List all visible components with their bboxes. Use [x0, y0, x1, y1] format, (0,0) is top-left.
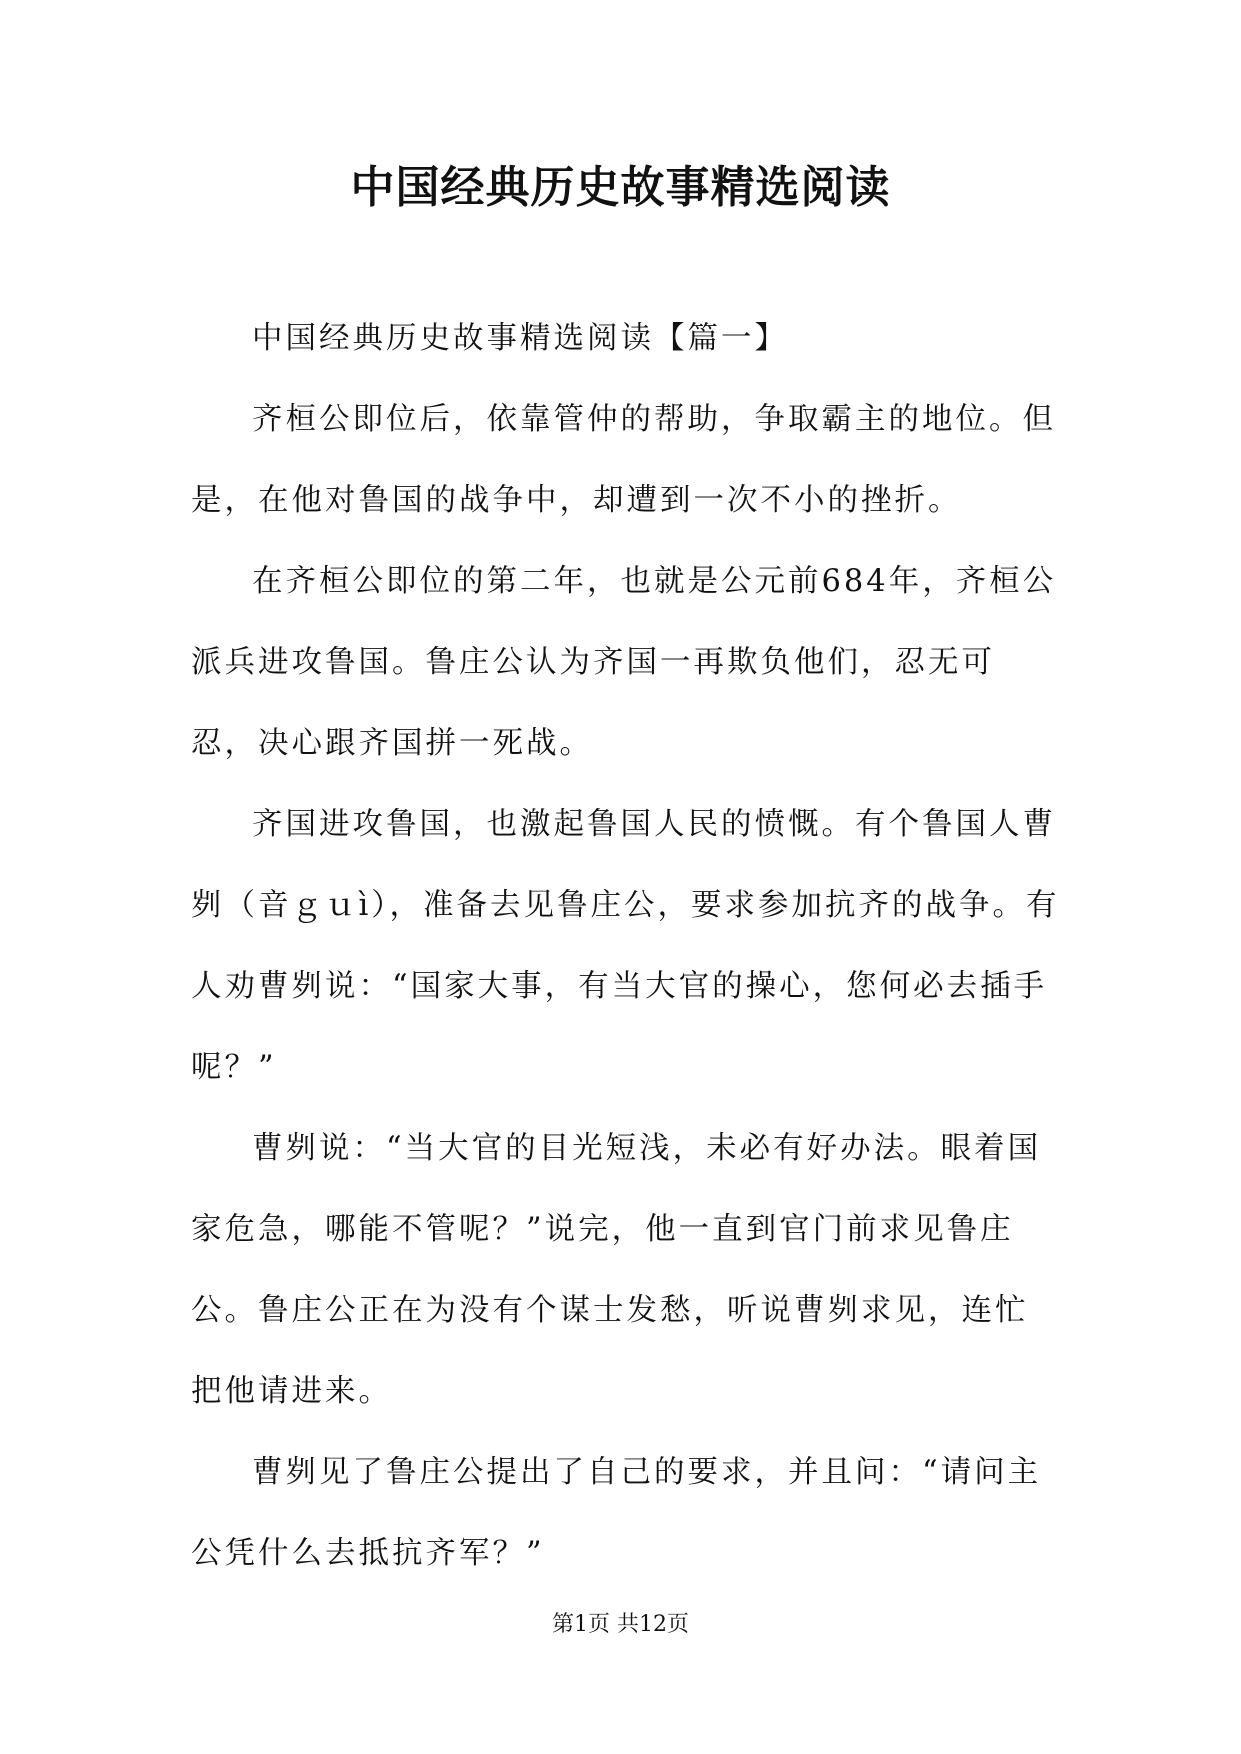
paragraph: 曹刿见了鲁庄公提出了自己的要求，并且问：“请问主公凭什么去抵抗齐军？” — [191, 1455, 1042, 1571]
document-body — [191, 298, 1061, 1594]
document-title: 中国经典历史故事精选阅读 — [350, 162, 891, 213]
page-number-footer: 第1页 共12页 — [552, 1612, 689, 1637]
paragraph: 齐桓公即位后，依靠管仲的帮助，争取霸主的地位。但是，在他对鲁国的战争中，却遭到一次不小的挫折。 — [191, 402, 1056, 518]
paragraph: 齐国进攻鲁国，也激起鲁国人民的愤慨。有个鲁国人曹刿（音ｇｕì），准备去见鲁庄公，要求参加抗齐的战争。有人劝曹刿说：“国家大事，有当大官的操心，您何必去插手呢？” — [191, 807, 1060, 1085]
paragraph: 曹刿说：“当大官的目光短浅，未必有好办法。眼着国家危急，哪能不管呢？”说完，他一直到官门前求见鲁庄公。鲁庄公正在为没有个谋士发愁，听说曹刿求见，连忙把他请进来。 — [191, 1131, 1042, 1409]
section-heading: 中国经典历史故事精选阅读【篇一】 — [252, 321, 788, 356]
paragraph: 在齐桓公即位的第二年，也就是公元前684年，齐桓公派兵进攻鲁国。鲁庄公认为齐国一再欺负他们，忍无可忍，决心跟齐国拼一死战。 — [191, 564, 1057, 761]
